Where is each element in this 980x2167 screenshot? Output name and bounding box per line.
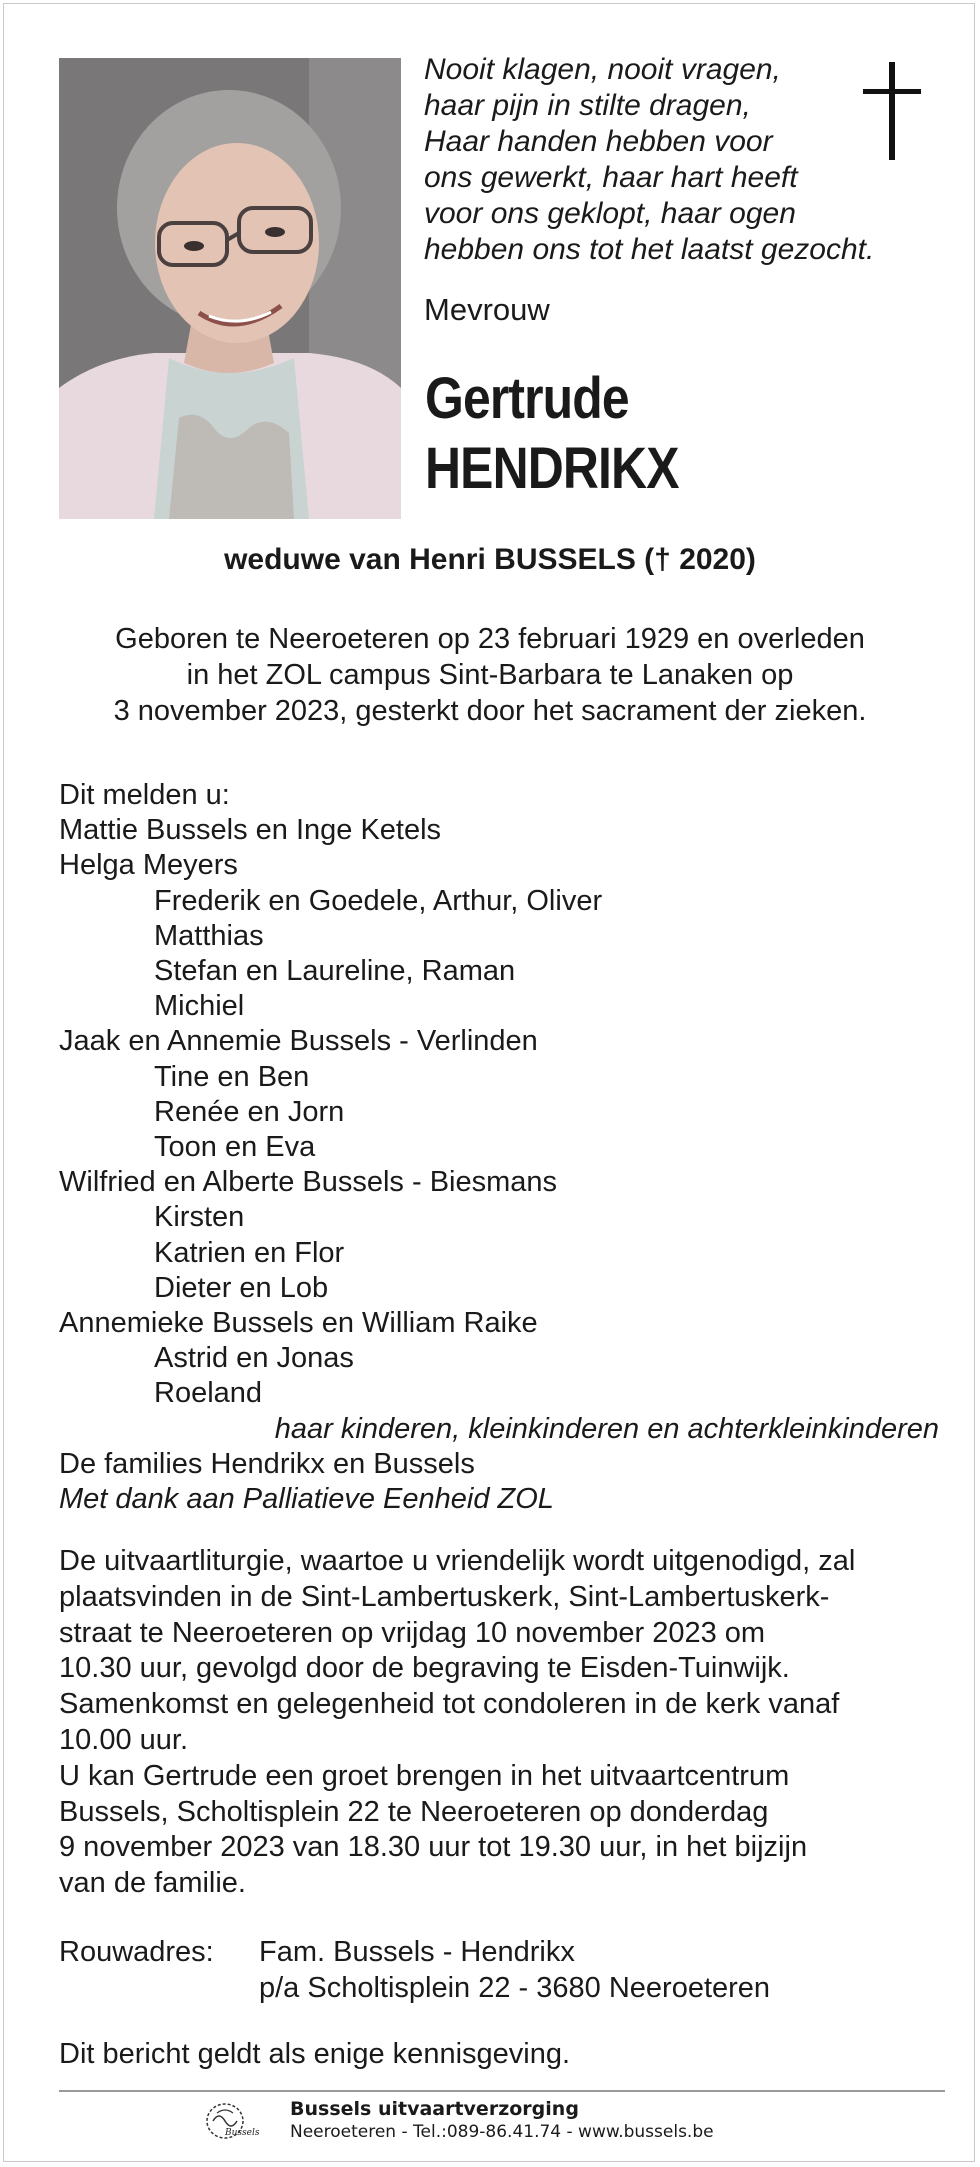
funeral-line: Samenkomst en gelegenheid tot condoleren in de kerk vanaf xyxy=(59,1688,840,1721)
company-name: Bussels uitvaartverzorging xyxy=(290,2098,579,2120)
grandchild: Matthias xyxy=(154,919,264,952)
funeral-line: 10.00 uur. xyxy=(59,1723,188,1756)
grandchild: Tine en Ben xyxy=(154,1060,310,1093)
grandchild: Roeland xyxy=(154,1377,263,1410)
bussels-logo xyxy=(205,2101,260,2145)
family-member: Wilfried en Alberte Bussels - Biesmans xyxy=(59,1166,558,1199)
salutation: Mevrouw xyxy=(424,292,550,327)
grandchild: Kirsten xyxy=(154,1201,245,1234)
funeral-details xyxy=(59,1544,939,1902)
address-label: Rouwadres: xyxy=(59,1936,214,1968)
family-member: Helga Meyers xyxy=(59,849,238,882)
address-line: Fam. Bussels - Hendrikx xyxy=(259,1936,575,1968)
family-member: Mattie Bussels en Inge Ketels xyxy=(59,814,442,847)
widow-line: weduwe van Henri BUSSELS († 2020) xyxy=(224,543,756,576)
memorial-poem xyxy=(424,52,894,268)
deceased-name xyxy=(425,364,679,504)
grandchild: Stefan en Laureline, Raman xyxy=(154,955,516,988)
poem-line: Nooit klagen, nooit vragen, xyxy=(424,53,781,86)
company-contact: Neeroeteren - Tel.:089-86.41.74 - www.bussels.be xyxy=(290,2122,714,2142)
family-member: Jaak en Annemie Bussels - Verlinden xyxy=(59,1025,538,1058)
grandchild: Astrid en Jonas xyxy=(154,1342,354,1375)
address-line: p/a Scholtisplein 22 - 3680 Neeroeteren xyxy=(259,1972,771,2004)
grandchild: Dieter en Lob xyxy=(154,1271,329,1304)
last-name: HENDRIKX xyxy=(425,436,679,501)
notice-statement: Dit bericht geldt als enige kennisgeving. xyxy=(59,2038,571,2070)
portrait-photo xyxy=(59,58,401,519)
poem-line: haar pijn in stilte dragen, xyxy=(424,89,751,122)
funeral-line: van de familie. xyxy=(59,1867,246,1900)
funeral-line: 9 november 2023 van 18.30 uur tot 19.30 uur, in het bijzijn xyxy=(59,1831,808,1864)
poem-line: hebben ons tot het laatst gezocht. xyxy=(424,233,875,266)
funeral-line: 10.30 uur, gevolgd door de begraving te Eisden-Tuinwijk. xyxy=(59,1652,790,1685)
family-list xyxy=(59,778,939,1517)
funeral-line: Bussels, Scholtisplein 22 te Neeroeteren op donderdag xyxy=(59,1795,769,1828)
funeral-line: De uitvaartliturgie, waartoe u vriendelijk wordt uitgenodigd, zal xyxy=(59,1545,856,1577)
latin-cross-icon xyxy=(863,62,921,160)
relation-line: haar kinderen, kleinkinderen en achterkleinkinderen xyxy=(274,1412,939,1445)
grandchild: Toon en Eva xyxy=(154,1131,316,1164)
grandchild: Katrien en Flor xyxy=(154,1236,345,1269)
birth-death-info xyxy=(0,621,980,729)
funeral-line: U kan Gertrude een groet brengen in het uitvaartcentrum xyxy=(59,1759,790,1792)
birth-line: in het ZOL campus Sint-Barbara te Lanaken op xyxy=(186,659,794,691)
grandchild: Michiel xyxy=(154,990,245,1023)
birth-line: Geboren te Neeroeteren op 23 februari 1929 en overleden xyxy=(115,623,865,655)
first-name: Gertrude xyxy=(425,366,629,431)
poem-line: ons gewerkt, haar hart heeft xyxy=(424,161,798,194)
grandchild: Renée en Jorn xyxy=(154,1095,345,1128)
family-intro: Dit melden u: xyxy=(59,779,230,811)
family-member: Annemieke Bussels en William Raike xyxy=(59,1307,538,1340)
grandchild: Frederik en Goedele, Arthur, Oliver xyxy=(154,884,603,917)
families-line: De families Hendrikx en Bussels xyxy=(59,1447,475,1480)
birth-line: 3 november 2023, gesterkt door het sacrament der zieken. xyxy=(113,695,867,727)
funeral-line: straat te Neeroeteren op vrijdag 10 november 2023 om xyxy=(59,1616,766,1649)
funeral-line: plaatsvinden in de Sint-Lambertuskerk, Sint-Lambertuskerk- xyxy=(59,1580,830,1613)
footer-divider xyxy=(59,2090,945,2092)
thanks-line: Met dank aan Palliatieve Eenheid ZOL xyxy=(59,1483,554,1516)
poem-line: voor ons geklopt, haar ogen xyxy=(424,197,796,230)
poem-line: Haar handen hebben voor xyxy=(424,125,773,158)
logo-text: Bussels xyxy=(225,2128,260,2138)
